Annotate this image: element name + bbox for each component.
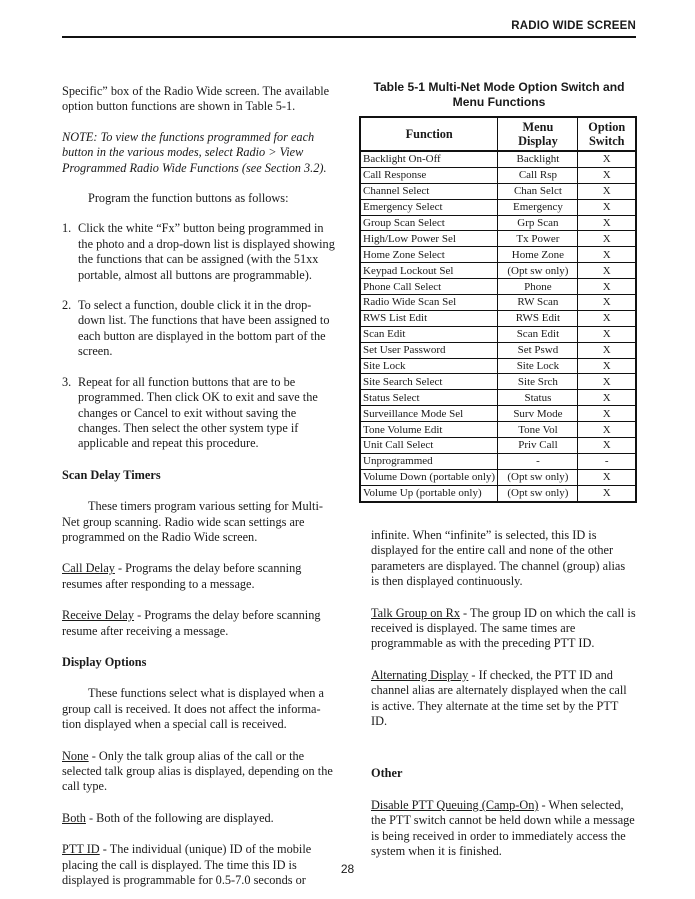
table-title-line: Menu Functions: [452, 94, 546, 109]
menu-display-cell: RW Scan: [498, 295, 578, 311]
function-cell: Volume Up (portable only): [360, 485, 498, 501]
step-number: 3.: [62, 374, 72, 389]
camp-on-term: Disable PTT Queuing (Camp-On): [371, 797, 539, 812]
menu-display-cell: Tone Vol: [498, 422, 578, 438]
option-switch-cell: X: [578, 199, 636, 215]
menu-display-cell: Call Rsp: [498, 167, 578, 183]
alternating-term: Alternating Display: [371, 667, 469, 682]
table-row: [360, 231, 636, 247]
option-switch-cell: X: [578, 374, 636, 390]
ptt-id-term: PTT ID: [62, 842, 100, 857]
option-switch-cell: X: [578, 295, 636, 311]
receive-delay-paragraph: [62, 608, 338, 639]
option-switch-cell: X: [578, 279, 636, 295]
option-switch-column-header: Option Switch: [578, 117, 636, 151]
menu-display-cell: Grp Scan: [498, 215, 578, 231]
table-row: [360, 453, 636, 469]
option-switch-cell: X: [578, 247, 636, 263]
table-row: [360, 406, 636, 422]
function-cell: Phone Call Select: [360, 279, 498, 295]
option-switch-cell: X: [578, 342, 636, 358]
both-term: Both: [62, 810, 86, 825]
menu-display-cell: Home Zone: [498, 247, 578, 263]
function-cell: Status Select: [360, 390, 498, 406]
both-text: - Both of the following are displayed.: [85, 810, 274, 825]
menu-display-column-header: Menu Display: [498, 117, 578, 151]
step-item: [62, 298, 338, 360]
call-delay-paragraph: [62, 561, 338, 592]
function-cell: Call Response: [360, 167, 498, 183]
function-cell: High/Low Power Sel: [360, 231, 498, 247]
table-row: [360, 485, 636, 501]
option-switch-cell: X: [578, 310, 636, 326]
camp-on-paragraph: [371, 798, 636, 860]
option-switch-cell: X: [578, 231, 636, 247]
table-row: [360, 279, 636, 295]
table-row: [360, 342, 636, 358]
option-switch-cell: X: [578, 485, 636, 501]
table-row: [360, 151, 636, 167]
intro-paragraph: Specific” box of the Radio Wide screen. The available option button functions are shown in Table 5-1.: [62, 84, 330, 114]
menu-display-cell: Backlight: [498, 151, 578, 167]
menu-display-cell: Scan Edit: [498, 326, 578, 342]
function-cell: Keypad Lockout Sel: [360, 263, 498, 279]
section-title: RADIO WIDE SCREEN: [511, 20, 636, 32]
function-cell: Radio Wide Scan Sel: [360, 295, 498, 311]
option-switch-cell: -: [578, 453, 636, 469]
page-number: 28: [340, 862, 355, 876]
function-cell: Unit Call Select: [360, 438, 498, 454]
scan-delay-heading: Scan Delay Timers: [62, 467, 161, 482]
table-row: [360, 247, 636, 263]
function-column-header: Function: [360, 117, 498, 151]
note-paragraph: NOTE: To view the functions programmed for each button in the various modes, select Radio > View Programmed Radio Wide Functions (see Section 3.2).: [62, 129, 327, 175]
option-switch-cell: X: [578, 215, 636, 231]
table-row: [360, 374, 636, 390]
option-switch-table: [359, 116, 637, 503]
step-text: Repeat for all function buttons that are to be programmed. Then click OK to exit and save the changes or Cancel to exit without saving the changes. Then select the other system type if applicable and repeat this procedure.: [78, 374, 318, 451]
table-row: [360, 358, 636, 374]
function-cell: Channel Select: [360, 183, 498, 199]
option-switch-cell: X: [578, 326, 636, 342]
talk-group-term: Talk Group on Rx: [371, 605, 460, 620]
menu-display-cell: -: [498, 453, 578, 469]
option-switch-cell: X: [578, 390, 636, 406]
table-row: [360, 215, 636, 231]
infinite-paragraph: infinite. When “infinite” is selected, this ID is displayed for the entire call and none of the other parameters are displayed. The channel (group) alias is then displayed continuously.: [371, 528, 626, 589]
function-cell: Scan Edit: [360, 326, 498, 342]
step-text: Click the white “Fx” button being programmed in the photo and a drop-down list is displayed showing the functions that can be assigned (with the 51xx portable, almost all buttons are programmable).: [78, 221, 335, 282]
option-switch-cell: X: [578, 469, 636, 485]
receive-delay-text: - Programs the delay before scanning resume after receiving a message.: [62, 608, 321, 638]
menu-display-cell: Site Lock: [498, 358, 578, 374]
function-cell: Tone Volume Edit: [360, 422, 498, 438]
scan-delay-paragraph: These timers program various setting for Multi-Net group scanning. Radio wide scan settings are programmed on the Radio Wide screen.: [62, 499, 323, 544]
option-switch-cell: X: [578, 358, 636, 374]
menu-display-cell: Site Srch: [498, 374, 578, 390]
menu-display-cell: RWS Edit: [498, 310, 578, 326]
menu-display-cell: Phone: [498, 279, 578, 295]
both-paragraph: [62, 811, 338, 826]
step-item: [62, 221, 338, 283]
function-cell: Site Lock: [360, 358, 498, 374]
function-cell: Home Zone Select: [360, 247, 498, 263]
menu-display-cell: Surv Mode: [498, 406, 578, 422]
menu-display-cell: Tx Power: [498, 231, 578, 247]
table-row: [360, 167, 636, 183]
camp-on-text: - When selected, the PTT switch cannot be held down while a message is being received in order to immediately access the system when it is finished.: [371, 797, 635, 859]
function-cell: Group Scan Select: [360, 215, 498, 231]
menu-display-cell: (Opt sw only): [498, 485, 578, 501]
menu-display-cell: (Opt sw only): [498, 469, 578, 485]
function-cell: Emergency Select: [360, 199, 498, 215]
menu-display-cell: Chan Selct: [498, 183, 578, 199]
talk-group-paragraph: [371, 606, 636, 652]
step-item: [62, 375, 338, 452]
menu-display-cell: Priv Call: [498, 438, 578, 454]
menu-display-cell: Set Pswd: [498, 342, 578, 358]
step-number: 1.: [62, 221, 72, 236]
display-options-heading: Display Options: [62, 654, 147, 669]
function-cell: Site Search Select: [360, 374, 498, 390]
menu-display-cell: Status: [498, 390, 578, 406]
option-switch-cell: X: [578, 151, 636, 167]
right-column: [371, 528, 636, 860]
table-title-line: Table 5-1 Multi-Net Mode Option Switch and: [373, 80, 625, 94]
option-switch-cell: X: [578, 406, 636, 422]
function-cell: Set User Password: [360, 342, 498, 358]
step-number: 2.: [62, 298, 72, 313]
talk-group-text: - The group ID on which the call is received is displayed. The same times are programmable as with the preceding PTT ID.: [371, 605, 636, 651]
function-cell: Unprogrammed: [360, 453, 498, 469]
call-delay-term: Call Delay: [62, 561, 115, 576]
table-row: [360, 295, 636, 311]
table-header-row: [360, 117, 636, 151]
none-paragraph: [62, 749, 338, 795]
alternating-paragraph: [371, 668, 636, 730]
table-row: [360, 469, 636, 485]
option-switch-cell: X: [578, 263, 636, 279]
function-cell: Volume Down (portable only): [360, 469, 498, 485]
table-title: [359, 80, 639, 109]
table-row: [360, 422, 636, 438]
running-header: [62, 18, 636, 38]
display-options-paragraph: These functions select what is displayed when a group call is received. It does not affect the informa-tion displayed when a special call is received.: [62, 686, 324, 732]
menu-display-cell: Emergency: [498, 199, 578, 215]
menu-display-cell: (Opt sw only): [498, 263, 578, 279]
none-term: None: [62, 748, 89, 763]
ptt-id-text: - The individual (unique) ID of the mobile placing the call is displayed. The time this ID is displayed is programmable for 0.5-7.0 seconds or: [62, 842, 312, 888]
other-heading: Other: [371, 766, 403, 781]
step-text: To select a function, double click it in the drop-down list. The functions that have been assigned to each button are displayed in the bottom part of the screen.: [78, 298, 330, 359]
function-cell: Backlight On-Off: [363, 153, 441, 166]
call-delay-text: - Programs the delay before scanning resumes after responding to a message.: [62, 561, 302, 591]
none-text: - Only the talk group alias of the call or the selected talk group alias is displayed, depending on the call type.: [62, 748, 333, 794]
function-cell: Surveillance Mode Sel: [360, 406, 498, 422]
program-intro: Program the function buttons as follows:: [88, 191, 289, 206]
table-row: [360, 326, 636, 342]
table-row: [360, 438, 636, 454]
function-cell: RWS List Edit: [360, 310, 498, 326]
table-row: [360, 310, 636, 326]
table-row: [360, 199, 636, 215]
alternating-text: - If checked, the PTT ID and channel alias are alternately displayed when the call is active. They alternate at the time set by the PTT ID.: [371, 667, 627, 729]
option-switch-cell: X: [578, 422, 636, 438]
option-switch-cell: X: [578, 167, 636, 183]
table-row: [360, 183, 636, 199]
receive-delay-term: Receive Delay: [62, 608, 135, 623]
option-switch-cell: X: [578, 438, 636, 454]
table-row: [360, 390, 636, 406]
table-row: [360, 263, 636, 279]
option-switch-cell: X: [578, 183, 636, 199]
left-column: [62, 84, 338, 888]
